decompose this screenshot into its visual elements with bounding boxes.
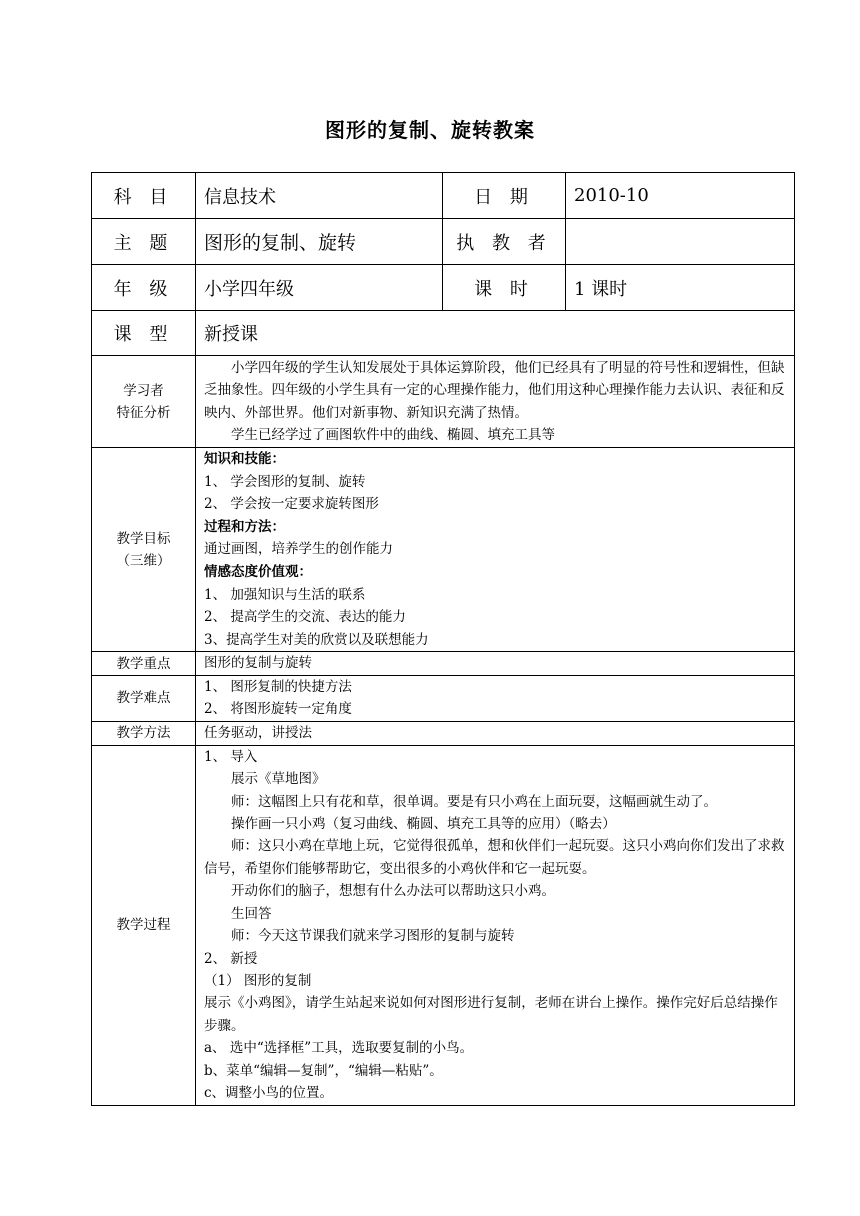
row-subject <box>92 173 795 219</box>
process-line-4: 操作画一只小鸡（复习曲线、椭圆、填充工具等的应用）（略去） <box>231 816 616 833</box>
process-content <box>196 745 795 1105</box>
process-line-14: c、调整小鸟的位置。 <box>204 1084 334 1101</box>
row-topic <box>92 219 795 265</box>
learner-para-2: 学生已经学过了画图软件中的曲线、椭圆、填充工具等 <box>231 427 555 443</box>
process-line-1: 1、 导入 <box>204 748 258 765</box>
keypoint-value: 图形的复制与旋转 <box>196 652 795 676</box>
process-line-5: 师：这只小鸡在草地上玩，它觉得很孤单，想和伙伴们一起玩耍。这只小鸡向你们发出了求救信号，希望你们能够帮助它，变出很多的小鸡伙伴和它一起玩耍。 <box>204 838 785 877</box>
goals-attitude-3: 3、提高学生对美的欣赏以及联想能力 <box>204 631 429 648</box>
row-method <box>92 721 795 745</box>
process-line-8: 师：今天这节课我们就来学习图形的复制与旋转 <box>231 928 515 945</box>
difficulty-1: 1、 图形复制的快捷方法 <box>204 678 352 695</box>
goals-knowledge-1: 1、 学会图形的复制、旋转 <box>204 473 366 490</box>
topic-value: 图形的复制、旋转 <box>196 219 443 265</box>
teacher-label: 执 教 者 <box>443 219 566 265</box>
grade-label: 年 级 <box>92 265 196 311</box>
difficulty-label: 教学难点 <box>92 675 196 721</box>
learner-label-line1: 学习者 <box>123 382 164 399</box>
difficulty-content <box>196 675 795 721</box>
process-line-3: 师：这幅图上只有花和草，很单调。要是有只小鸡在上面玩耍，这幅画就生动了。 <box>231 793 717 810</box>
goals-label-line1: 教学目标 <box>116 530 171 547</box>
goals-label <box>92 448 196 652</box>
date-value: 2010-10 <box>566 173 795 219</box>
teacher-value <box>566 219 795 265</box>
process-line-9: 2、 新授 <box>204 950 258 967</box>
process-line-10: （1） 图形的复制 <box>204 972 312 989</box>
row-learner <box>92 356 795 448</box>
goals-knowledge-2: 2、 学会按一定要求旋转图形 <box>204 496 379 513</box>
learner-label <box>92 356 196 448</box>
row-grade <box>92 265 795 311</box>
date-label: 日 期 <box>443 173 566 219</box>
process-line-13: b、菜单“编辑—复制”，“编辑—粘贴”。 <box>204 1062 443 1079</box>
process-line-11: 展示《小鸡图》，请学生站起来说如何对图形进行复制，老师在讲台上操作。操作完好后总结操作步骤。 <box>204 995 778 1034</box>
process-line-12: a、 选中“选择框”工具，选取要复制的小鸟。 <box>204 1040 474 1057</box>
goals-process-1: 通过画图，培养学生的创作能力 <box>204 541 393 558</box>
lesson-plan-table <box>91 172 795 1106</box>
learner-para-1: 小学四年级的学生认知发展处于具体运算阶段，他们已经具有了明显的符号性和逻辑性，但缺乏抽象性。四年级的小学生具有一定的心理操作能力，他们用这种心理操作能力去认识、表征和反映内、外部世界。他们对新事物、新知识充满了热情。 <box>204 359 785 421</box>
goals-heading-process: 过程和方法： <box>204 518 285 535</box>
process-line-6: 开动你们的脑子，想想有什么办法可以帮助这只小鸡。 <box>231 883 555 900</box>
learner-label-line2: 特征分析 <box>116 404 171 421</box>
learner-analysis <box>196 356 795 448</box>
goals-attitude-1: 1、 加强知识与生活的联系 <box>204 586 366 603</box>
subject-value: 信息技术 <box>196 173 443 219</box>
subject-label: 科 目 <box>92 173 196 219</box>
hours-value: 1 课时 <box>566 265 795 311</box>
row-process <box>92 745 795 1105</box>
goals-heading-knowledge: 知识和技能： <box>204 451 285 467</box>
type-label: 课 型 <box>92 311 196 356</box>
topic-label: 主 题 <box>92 219 196 265</box>
process-line-7: 生回答 <box>231 905 272 922</box>
row-type <box>92 311 795 356</box>
row-difficulty <box>92 675 795 721</box>
difficulty-2: 2、 将图形旋转一定角度 <box>204 701 352 718</box>
goals-heading-attitude: 情感态度价值观： <box>204 563 312 580</box>
goals-attitude-2: 2、 提高学生的交流、表达的能力 <box>204 609 406 626</box>
process-label: 教学过程 <box>92 745 196 1105</box>
row-keypoint <box>92 652 795 676</box>
row-goals <box>92 448 795 652</box>
keypoint-label: 教学重点 <box>92 652 196 676</box>
method-label: 教学方法 <box>92 721 196 745</box>
goals-content <box>196 448 795 652</box>
hours-label: 课 时 <box>443 265 566 311</box>
document-title: 图形的复制、旋转教案 <box>325 118 535 142</box>
grade-value: 小学四年级 <box>196 265 443 311</box>
type-value: 新授课 <box>196 311 795 356</box>
method-value: 任务驱动，讲授法 <box>196 721 795 745</box>
goals-label-line2: （三维） <box>116 552 171 569</box>
process-line-2: 展示《草地图》 <box>231 771 326 788</box>
